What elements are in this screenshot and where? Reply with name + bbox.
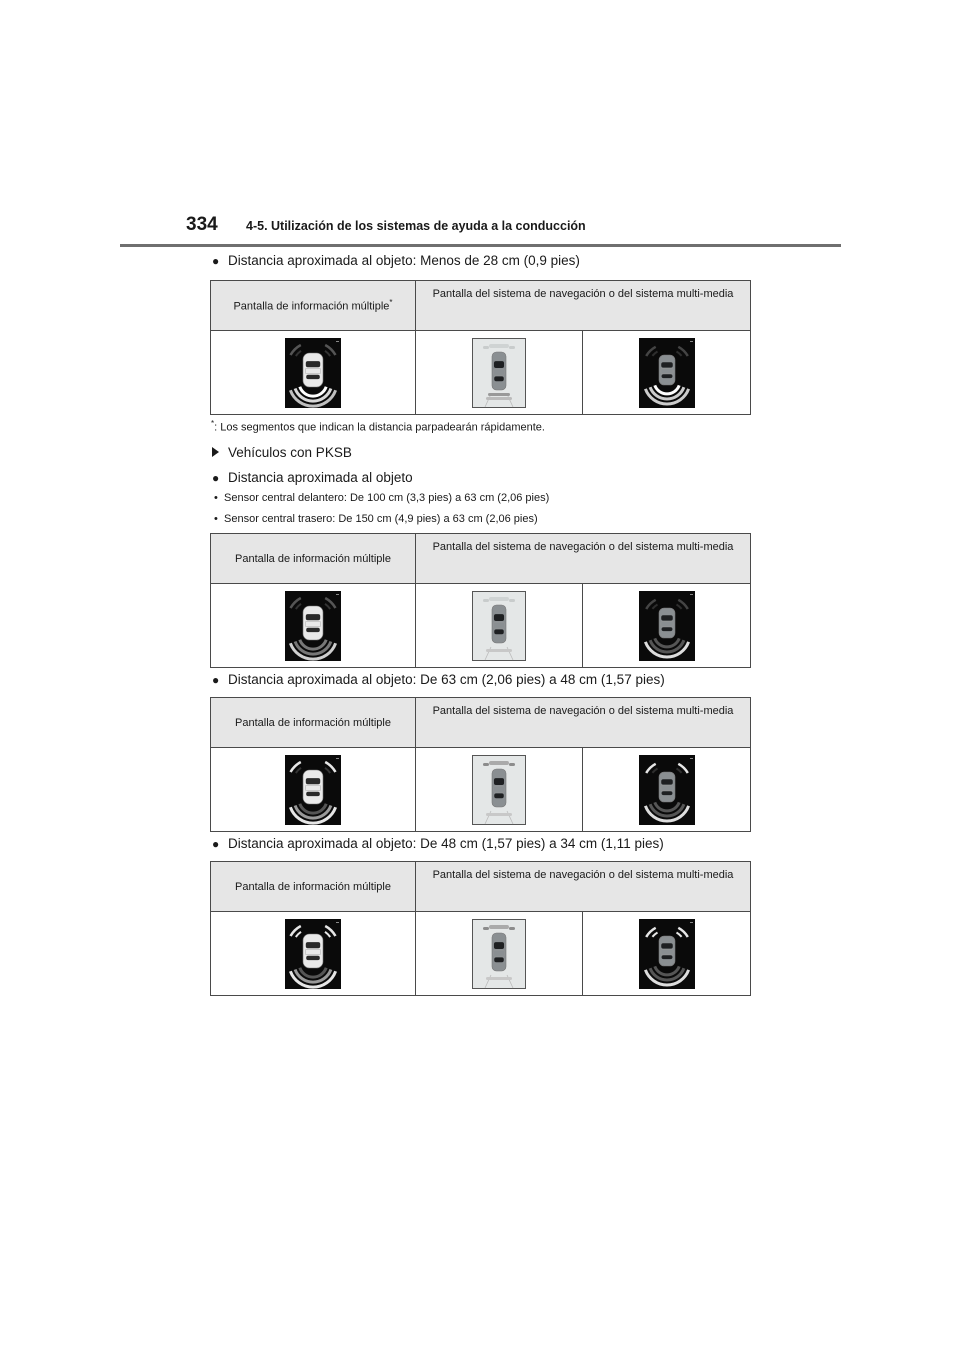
section-heading-2: ● Distancia aproximada al objeto bbox=[212, 470, 413, 485]
bullet-icon: ● bbox=[212, 837, 220, 851]
bullet-icon: ● bbox=[212, 471, 220, 485]
multi-info-display-image bbox=[285, 755, 341, 825]
bullet-icon: ● bbox=[212, 254, 220, 268]
display-table-2 bbox=[210, 533, 751, 668]
navigation-display-image bbox=[472, 591, 526, 661]
multi-info-display-image bbox=[285, 919, 341, 989]
display-table-1 bbox=[210, 280, 751, 415]
section-heading-1: ● Distancia aproximada al objeto: Menos de 28 cm (0,9 pies) bbox=[212, 253, 580, 268]
header-rule bbox=[120, 244, 841, 247]
multi-info-display-image bbox=[285, 591, 341, 661]
col-header-navigation: Pantalla del sistema de navegación o del sistema multi-media bbox=[416, 862, 751, 912]
footnote-mark: * bbox=[389, 298, 393, 308]
section-title: 4-5. Utilización de los sistemas de ayuda a la conducción bbox=[246, 219, 586, 233]
multi-info-display-image bbox=[285, 338, 341, 408]
multimedia-display-image bbox=[639, 591, 695, 661]
section-heading-4: ● Distancia aproximada al objeto: De 48 cm (1,57 pies) a 34 cm (1,11 pies) bbox=[212, 836, 664, 851]
display-table-4 bbox=[210, 861, 751, 996]
section-heading-3: ● Distancia aproximada al objeto: De 63 cm (2,06 pies) a 48 cm (1,57 pies) bbox=[212, 672, 665, 687]
list-item: • Sensor central trasero: De 150 cm (4,9 pies) a 63 cm (2,06 pies) bbox=[214, 513, 538, 525]
footnote: *: Los segmentos que indican la distancia parpadearán rápidamente. bbox=[211, 419, 545, 434]
navigation-display-image bbox=[472, 755, 526, 825]
page-number: 334 bbox=[186, 214, 218, 235]
subheading-pksb: Vehículos con PKSB bbox=[212, 445, 352, 460]
col-header-navigation: Pantalla del sistema de navegación o del sistema multi-media bbox=[416, 534, 751, 584]
bullet-icon: ● bbox=[212, 673, 220, 687]
col-header-multi-info: Pantalla de información múltiple bbox=[211, 862, 416, 912]
navigation-display-image bbox=[472, 919, 526, 989]
multimedia-display-image bbox=[639, 338, 695, 408]
col-header-navigation: Pantalla del sistema de navegación o del sistema multi-media bbox=[416, 281, 751, 331]
arrow-icon bbox=[212, 447, 219, 457]
navigation-display-image bbox=[472, 338, 526, 408]
list-item: • Sensor central delantero: De 100 cm (3,3 pies) a 63 cm (2,06 pies) bbox=[214, 492, 550, 504]
multimedia-display-image bbox=[639, 755, 695, 825]
multimedia-display-image bbox=[639, 919, 695, 989]
col-header-navigation: Pantalla del sistema de navegación o del sistema multi-media bbox=[416, 698, 751, 748]
col-header-multi-info: Pantalla de información múltiple bbox=[211, 534, 416, 584]
col-header-multi-info: Pantalla de información múltiple* bbox=[211, 281, 416, 331]
display-table-3 bbox=[210, 697, 751, 832]
col-header-multi-info: Pantalla de información múltiple bbox=[211, 698, 416, 748]
